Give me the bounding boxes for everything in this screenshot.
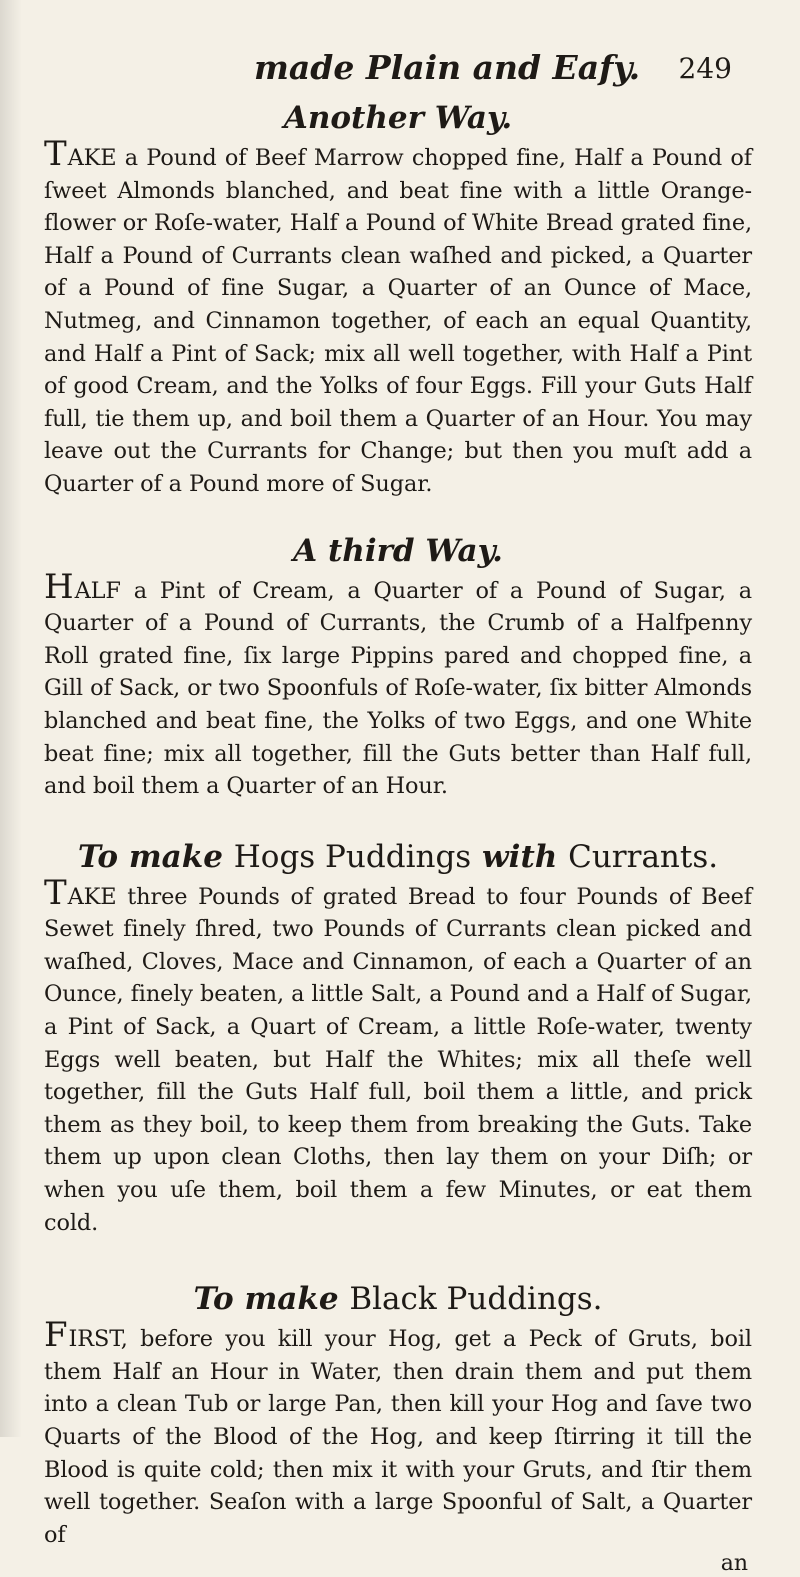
page-number: 249 — [678, 52, 732, 85]
heading-italic-mid: with — [482, 838, 558, 875]
paragraph-text: AKE three Pounds of grated Bread to four Pounds of Beef Sewet finely ſhred, two Pounds of Currants clean picked and waſhed, Cloves, Mace and Cinnamon, of each a Quarter of an Ounce, finely beaten, a little Salt, a Pound and a Half of Sugar, a Pint of Sack, a Quart of Cream, a little Roſe-water, twenty Eggs well beaten, but Half the Whites; mix all theſe well together, fill the Guts Half full, boil them a little, and prick them as they boil, to keep them from breaking the Guts. Take them up upon clean Cloths, then lay them on your Diſh; or when you uſe them, boil them a few Minutes, or eat them cold. — [44, 883, 752, 1236]
heading-italic-lead: To make — [77, 838, 223, 875]
drop-cap: T — [44, 134, 67, 174]
section-heading-hogs-puddings — [44, 837, 752, 877]
section-heading-black-puddings — [44, 1279, 752, 1319]
heading-roman: Hogs Puddings — [233, 838, 472, 875]
running-head — [44, 48, 752, 96]
catchword: an — [720, 1551, 748, 1577]
paragraph-text: AKE a Pound of Beef Marrow chopped fine, Half a Pound of ſweet Almonds blanched, and beat fine with a little Orange-flower or Roſe-water, Half a Pound of White Bread grated fine, Half a Pound of Currants clean waſhed and picked, a Quarter of a Pound of fine Sugar, a Quarter of an Ounce of Mace, Nutmeg, and Cinnamon together, of each an equal Quantity, and Half a Pint of Sack; mix all well together, with Half a Pint of good Cream, and the Yolks of four Eggs. Fill your Guts Half full, tie them up, and boil them a Quarter of an Hour. You may leave out the Currants for Change; but then you muſt add a Quarter of a Pound more of Sugar. — [44, 145, 752, 497]
heading-roman: Black Puddings. — [349, 1281, 603, 1318]
paragraph-text: IRST, before you kill your Hog, get a Peck of Gruts, boil them Half an Hour in Water, then drain them and put them into a clean Tub or large Pan, then kill your Hog and ſave two Quarts of the Blood of the Hog, and keep ſtirring it till the Blood is quite cold; then mix it with your Gruts, and ſtir them well together. Seaſon with a large Spoonful of Salt, a Quarter of — [44, 1326, 752, 1548]
section-heading-third-way: A third Way. — [293, 532, 503, 569]
paragraph-text: ALF a Pint of Cream, a Quarter of a Pound of Sugar, a Quarter of a Pound of Currants, the Crumb of a Halfpenny Roll grated fine, ſix large Pippins pared and chopped fine, a Gill of Sack, or two Spoonfuls of Roſe-water, ſix bitter Almonds blanched and beat fine, the Yolks of two Eggs, and one White beat fine; mix all together, fill the Guts better than Half full, and boil them a Quarter of an Hour. — [44, 577, 752, 800]
heading-italic-lead: To make — [193, 1281, 339, 1318]
running-title: made Plain and Eafy. — [254, 48, 641, 87]
heading-roman-tail: Currants. — [568, 838, 719, 875]
drop-cap: F — [44, 1315, 68, 1356]
drop-cap: T — [44, 872, 67, 913]
recipe-paragraph — [44, 566, 752, 803]
recipe-paragraph — [44, 1315, 752, 1551]
recipe-paragraph — [44, 134, 752, 501]
section-heading-another-way: Another Way. — [283, 100, 513, 136]
drop-cap: H — [44, 566, 74, 607]
recipe-paragraph — [44, 872, 752, 1240]
